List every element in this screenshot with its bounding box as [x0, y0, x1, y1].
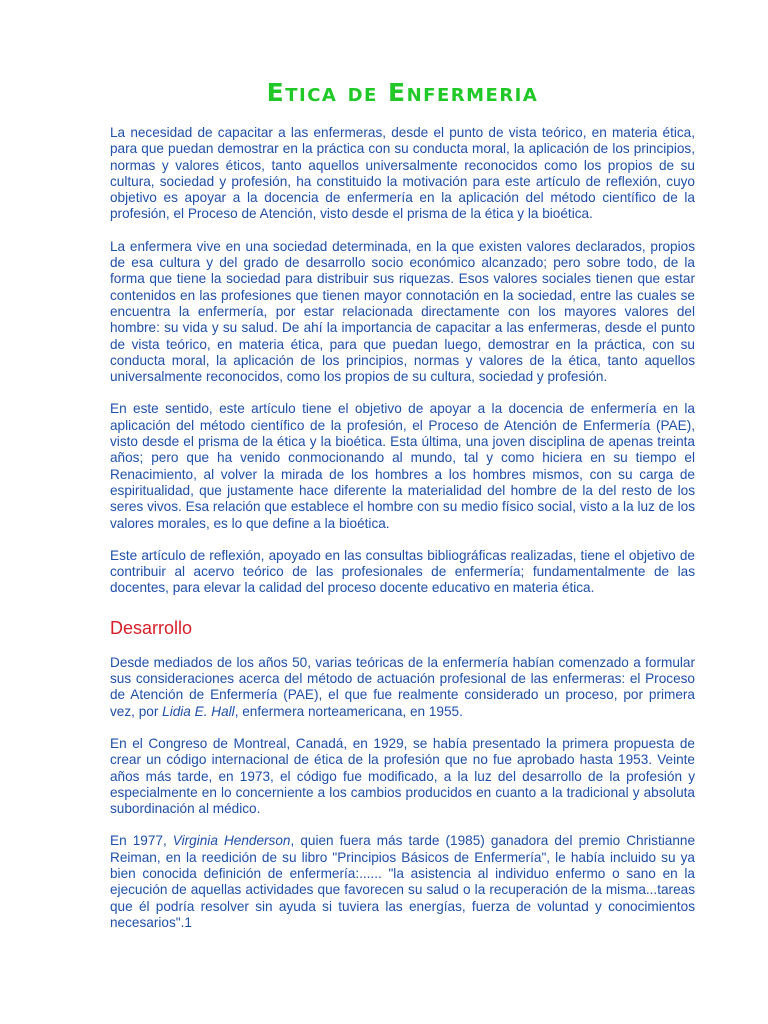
intro-paragraph-2: La enfermera vive en una sociedad determinada, en la que existen valores declarados, propios de esa cultura y del grado de desarrollo socio económico alcanzado; pero sobre todo, de la forma que tiene la sociedad para distribuir sus riquezas. Esos valores sociales tienen que estar contenidos en las profesiones que tienen mayor connotación en la sociedad, entre las cuales se encuentra la enfermería, por estar relacionada directamente con los mayores valores del hombre: su vida y su salud. De ahí la importancia de capacitar a las enfermeras, desde el punto de vista teórico, en materia ética, para que puedan luego, demostrar en la práctica, con su conducta moral, la aplicación de los principios, normas y valores de la ética, tanto aquellos universalmente reconocidos, como los propios de su cultura, sociedad y profesión. [110, 238, 695, 385]
document-page [110, 78, 695, 947]
desarrollo-paragraph-3 [110, 833, 695, 931]
intro-paragraph-4: Este artículo de reflexión, apoyado en las consultas bibliográficas realizadas, tiene el objetivo de contribuir al acervo teórico de las profesionales de enfermería; fundamentalmente de las docentes, para elevar la calidad del proceso docente educativo en materia ética. [110, 547, 695, 596]
paragraph-text: , enfermera norteamericana, en 1955. [234, 703, 463, 719]
desarrollo-paragraph-1 [110, 655, 695, 720]
desarrollo-paragraph-2: En el Congreso de Montreal, Canadá, en 1929, se había presentado la primera propuesta de crear un código internacional de ética de la profesión que no fue aprobado hasta 1953. Veinte años más tarde, en 1973, el código fue modificado, a la luz del desarrollo de la profesión y especialmente en lo concerniente a los cambios producidos en cuanto a la tradicional y absoluta subordinación al médico. [110, 735, 695, 817]
paragraph-text: Desde mediados de los años 50, varias teóricas de la enfermería habían comenzado a formular sus consideraciones acerca del método de actuación profesional de las enfermeras: el Proceso de Atención de Enfermería (PAE), el que fue realmente considerado un proceso, por primera vez, por [110, 654, 695, 719]
paragraph-text: En 1977, [110, 833, 173, 849]
author-name-henderson: Virginia Henderson [172, 833, 291, 849]
document-title: Etica de Enfermeria [266, 78, 539, 107]
section-heading-desarrollo: Desarrollo [110, 617, 193, 638]
intro-paragraph-3: En este sentido, este artículo tiene el objetivo de apoyar a la docencia de enfermería en la aplicación del método científico de la profesión, el Proceso de Atención de Enfermería (PAE), visto desde el prisma de la ética y la bioética. Esta última, una joven disciplina de apenas treinta años; pero que ha venido conmocionando al mundo, tal y como hiciera en su tiempo el Renacimiento, al volver la mirada de los hombres a los hombres mismos, con su carga de espiritualidad, que justamente hace diferente la materialidad del hombre de la del resto de los seres vivos. Esa relación que establece el hombre con su medio físico social, visto a la luz de los valores morales, es lo que define a la bioética. [110, 401, 695, 531]
paragraph-text: , quien fuera más tarde (1985) ganadora del premio Christianne Reiman, en la reedición de su libro "Principios Básicos de Enfermería", le había incluido su ya bien conocida definición de enfermería:...... "la asistencia al individuo enfermo o sano en la ejecución de aquellas actividades que favorecen su salud o la recuperación de la misma...tareas que él podría resolver sin ayuda si tuviera las energías, fuerza de voluntad y conocimientos necesarios".1 [110, 833, 695, 930]
author-name-hall: Lidia E. Hall [162, 703, 235, 719]
intro-paragraph-1: La necesidad de capacitar a las enfermeras, desde el punto de vista teórico, en materia ética, para que puedan demostrar en la práctica con su conducta moral, la aplicación de los principios, normas y valores éticos, tanto aquellos universalmente reconocidos como los propios de su cultura, sociedad y profesión, ha constituido la motivación para este artículo de reflexión, cuyo objetivo es apoyar a la docencia de enfermería en la aplicación del método científico de la profesión, el Proceso de Atención, visto desde el prisma de la ética y la bioética. [110, 125, 695, 222]
